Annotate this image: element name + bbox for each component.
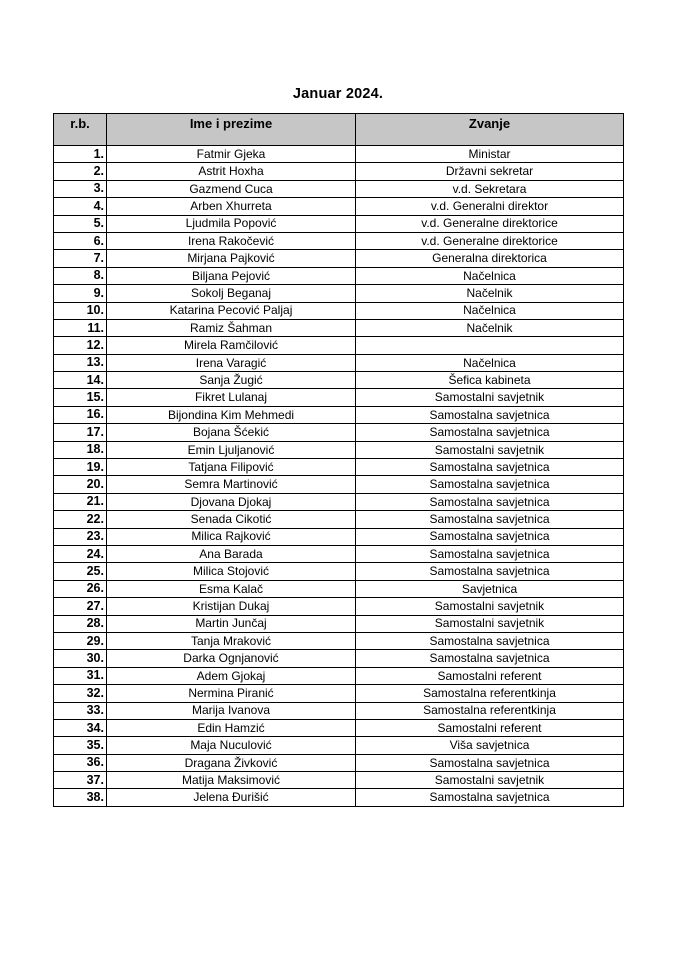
zvanje-cell: Samostalna savjetnica <box>356 563 624 580</box>
row-number-cell: 20. <box>54 476 107 493</box>
zvanje-cell: Samostalni referent <box>356 719 624 736</box>
table-row <box>54 441 624 458</box>
row-number-cell: 29. <box>54 632 107 649</box>
table-row <box>54 493 624 510</box>
zvanje-cell: Viša savjetnica <box>356 737 624 754</box>
table-row <box>54 476 624 493</box>
name-cell: Jelena Đurišić <box>107 789 356 806</box>
table-row <box>54 180 624 197</box>
name-cell: Matija Maksimović <box>107 772 356 789</box>
table-row <box>54 737 624 754</box>
table-row <box>54 580 624 597</box>
name-cell: Gazmend Cuca <box>107 180 356 197</box>
table-row <box>54 615 624 632</box>
zvanje-cell: v.d. Generalne direktorice <box>356 215 624 232</box>
zvanje-cell: Samostalna savjetnica <box>356 424 624 441</box>
table-header <box>54 114 624 146</box>
column-header-name: Ime i prezime <box>107 114 356 146</box>
name-cell: Irena Varagić <box>107 354 356 371</box>
table-row <box>54 319 624 336</box>
row-number-cell: 36. <box>54 754 107 771</box>
zvanje-cell: v.d. Sekretara <box>356 180 624 197</box>
row-number-cell: 30. <box>54 650 107 667</box>
name-cell: Esma Kalač <box>107 580 356 597</box>
table-body <box>54 146 624 807</box>
table-row <box>54 406 624 423</box>
name-cell: Tanja Mraković <box>107 632 356 649</box>
row-number-cell: 19. <box>54 459 107 476</box>
table-row <box>54 789 624 806</box>
zvanje-cell: Samostalna savjetnica <box>356 528 624 545</box>
name-cell: Biljana Pejović <box>107 267 356 284</box>
table-row <box>54 772 624 789</box>
row-number-cell: 38. <box>54 789 107 806</box>
row-number-cell: 21. <box>54 493 107 510</box>
table-row <box>54 632 624 649</box>
zvanje-cell: Ministar <box>356 146 624 163</box>
name-cell: Semra Martinović <box>107 476 356 493</box>
table-row <box>54 702 624 719</box>
name-cell: Kristijan Dukaj <box>107 598 356 615</box>
zvanje-cell: Šefica kabineta <box>356 372 624 389</box>
zvanje-cell <box>356 337 624 354</box>
row-number-cell: 23. <box>54 528 107 545</box>
zvanje-cell: Samostalna savjetnica <box>356 476 624 493</box>
name-cell: Milica Stojović <box>107 563 356 580</box>
row-number-cell: 9. <box>54 285 107 302</box>
row-number-cell: 24. <box>54 545 107 562</box>
zvanje-cell: Načelnica <box>356 354 624 371</box>
table-row <box>54 337 624 354</box>
table-row <box>54 232 624 249</box>
name-cell: Sanja Žugić <box>107 372 356 389</box>
zvanje-cell: v.d. Generalni direktor <box>356 198 624 215</box>
zvanje-cell: Načelnik <box>356 285 624 302</box>
zvanje-cell: Samostalni savjetnik <box>356 441 624 458</box>
name-cell: Ljudmila Popović <box>107 215 356 232</box>
zvanje-cell: Samostalni savjetnik <box>356 772 624 789</box>
name-cell: Mirjana Pajković <box>107 250 356 267</box>
table-row <box>54 146 624 163</box>
name-cell: Arben Xhurreta <box>107 198 356 215</box>
table-row <box>54 250 624 267</box>
zvanje-cell: Samostalna referentkinja <box>356 702 624 719</box>
row-number-cell: 10. <box>54 302 107 319</box>
name-cell: Irena Rakočević <box>107 232 356 249</box>
name-cell: Darka Ognjanović <box>107 650 356 667</box>
name-cell: Bijondina Kim Mehmedi <box>107 406 356 423</box>
row-number-cell: 22. <box>54 511 107 528</box>
table-header-row <box>54 114 624 146</box>
staff-table <box>53 113 624 807</box>
zvanje-cell: Samostalna savjetnica <box>356 511 624 528</box>
name-cell: Martin Junčaj <box>107 615 356 632</box>
row-number-cell: 17. <box>54 424 107 441</box>
row-number-cell: 26. <box>54 580 107 597</box>
zvanje-cell: Načelnik <box>356 319 624 336</box>
row-number-cell: 7. <box>54 250 107 267</box>
row-number-cell: 35. <box>54 737 107 754</box>
table-row <box>54 389 624 406</box>
row-number-cell: 37. <box>54 772 107 789</box>
zvanje-cell: Samostalna savjetnica <box>356 493 624 510</box>
table-row <box>54 598 624 615</box>
row-number-cell: 1. <box>54 146 107 163</box>
name-cell: Maja Nuculović <box>107 737 356 754</box>
name-cell: Senada Cikotić <box>107 511 356 528</box>
table-row <box>54 459 624 476</box>
zvanje-cell: Samostalna savjetnica <box>356 632 624 649</box>
column-header-rb: r.b. <box>54 114 107 146</box>
name-cell: Marija Ivanova <box>107 702 356 719</box>
row-number-cell: 34. <box>54 719 107 736</box>
row-number-cell: 31. <box>54 667 107 684</box>
row-number-cell: 18. <box>54 441 107 458</box>
zvanje-cell: Samostalna savjetnica <box>356 650 624 667</box>
row-number-cell: 16. <box>54 406 107 423</box>
zvanje-cell: Samostalna savjetnica <box>356 754 624 771</box>
zvanje-cell: Samostalna savjetnica <box>356 789 624 806</box>
name-cell: Astrit Hoxha <box>107 163 356 180</box>
name-cell: Emin Ljuljanović <box>107 441 356 458</box>
row-number-cell: 28. <box>54 615 107 632</box>
row-number-cell: 3. <box>54 180 107 197</box>
row-number-cell: 2. <box>54 163 107 180</box>
name-cell: Adem Gjokaj <box>107 667 356 684</box>
zvanje-cell: Samostalni savjetnik <box>356 389 624 406</box>
zvanje-cell: v.d. Generalne direktorice <box>356 232 624 249</box>
table-row <box>54 754 624 771</box>
zvanje-cell: Generalna direktorica <box>356 250 624 267</box>
row-number-cell: 27. <box>54 598 107 615</box>
table-row <box>54 528 624 545</box>
name-cell: Dragana Živković <box>107 754 356 771</box>
table-row <box>54 372 624 389</box>
name-cell: Nermina Piranić <box>107 685 356 702</box>
table-row <box>54 424 624 441</box>
zvanje-cell: Samostalni savjetnik <box>356 615 624 632</box>
name-cell: Sokolj Beganaj <box>107 285 356 302</box>
row-number-cell: 12. <box>54 337 107 354</box>
table-row <box>54 302 624 319</box>
name-cell: Katarina Pecović Paljaj <box>107 302 356 319</box>
table-row <box>54 285 624 302</box>
column-header-zvanje: Zvanje <box>356 114 624 146</box>
name-cell: Mirela Ramčilović <box>107 337 356 354</box>
row-number-cell: 25. <box>54 563 107 580</box>
name-cell: Bojana Šćekić <box>107 424 356 441</box>
name-cell: Tatjana Filipović <box>107 459 356 476</box>
table-row <box>54 685 624 702</box>
row-number-cell: 33. <box>54 702 107 719</box>
table-row <box>54 198 624 215</box>
table-row <box>54 545 624 562</box>
table-row <box>54 563 624 580</box>
table-row <box>54 354 624 371</box>
name-cell: Ana Barada <box>107 545 356 562</box>
page-title: Januar 2024. <box>292 86 384 102</box>
name-cell: Fatmir Gjeka <box>107 146 356 163</box>
table-row <box>54 163 624 180</box>
name-cell: Milica Rajković <box>107 528 356 545</box>
row-number-cell: 6. <box>54 232 107 249</box>
row-number-cell: 14. <box>54 372 107 389</box>
row-number-cell: 8. <box>54 267 107 284</box>
zvanje-cell: Savjetnica <box>356 580 624 597</box>
row-number-cell: 32. <box>54 685 107 702</box>
row-number-cell: 4. <box>54 198 107 215</box>
table-row <box>54 667 624 684</box>
zvanje-cell: Samostalni referent <box>356 667 624 684</box>
zvanje-cell: Samostalna savjetnica <box>356 545 624 562</box>
name-cell: Ramiz Šahman <box>107 319 356 336</box>
zvanje-cell: Samostalni savjetnik <box>356 598 624 615</box>
table-row <box>54 267 624 284</box>
table-row <box>54 719 624 736</box>
row-number-cell: 5. <box>54 215 107 232</box>
table-row <box>54 511 624 528</box>
row-number-cell: 11. <box>54 319 107 336</box>
zvanje-cell: Načelnica <box>356 267 624 284</box>
table-row <box>54 215 624 232</box>
row-number-cell: 13. <box>54 354 107 371</box>
zvanje-cell: Samostalna referentkinja <box>356 685 624 702</box>
name-cell: Djovana Djokaj <box>107 493 356 510</box>
zvanje-cell: Državni sekretar <box>356 163 624 180</box>
name-cell: Edin Hamzić <box>107 719 356 736</box>
table-row <box>54 650 624 667</box>
zvanje-cell: Samostalna savjetnica <box>356 459 624 476</box>
name-cell: Fikret Lulanaj <box>107 389 356 406</box>
zvanje-cell: Načelnica <box>356 302 624 319</box>
zvanje-cell: Samostalna savjetnica <box>356 406 624 423</box>
row-number-cell: 15. <box>54 389 107 406</box>
